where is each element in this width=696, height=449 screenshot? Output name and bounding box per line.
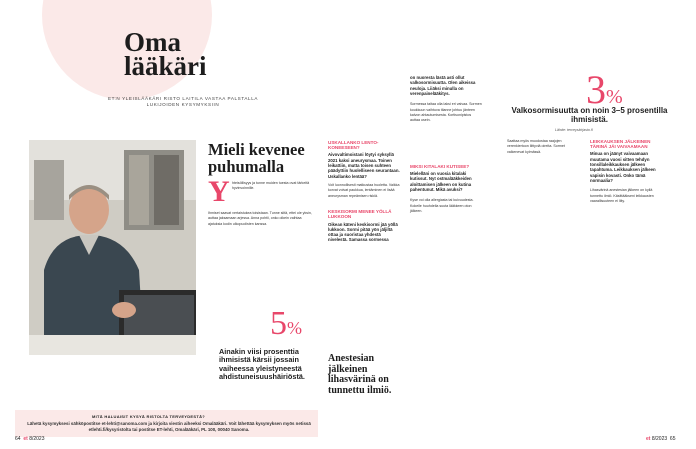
question-band-text: Lähetä kysymyksesi sähköpostitse et-lehti@sanoma.com ja kirjoita viestin aiheeksi Omalääkäri. Voit lähettää kysymyksen myös netissä etlehti.fi/kysyristolta tai postitse ET-lehti, Omalääkäri, PL 100, 00040 Sanoma. xyxy=(27,421,311,432)
column-4-text: Saattaa myös muodostaa raajojen verenkiertoon liittyviä oireita. Sormet valkenevat kylmässä. xyxy=(507,139,565,154)
question-text: on nuoresta lästä asti ollut valkosormisuutta. Olen aikeissa neuloja. Liiäksi minulla on verenpainelääkitys. xyxy=(410,75,476,96)
section-heading: LEIKKAUKSEN JÄLKEINEN TÄRINÄ JÄI VAIVAAMAAN xyxy=(590,139,651,150)
section-heading: MIKSI KITALAKI KUTISEE? xyxy=(410,163,470,169)
answer-text: Sormessa taitaa olla laksi eri vaivaa. Sormen koukkuun vaihtuva tilanne johtuu jänteen kalvon ahtautumisesta. Kortisonipistos auttaa usein. xyxy=(410,102,482,123)
answer-text: Lihasvärinä anestesian jälkeen on kyllä tunnettu ilmiö. Käsittääkseni leikkausten vaarallisuuteen ei liity. xyxy=(590,188,654,203)
stat-5-percent: 5% xyxy=(270,305,302,342)
footer-left: 64 et 8/2023 xyxy=(15,436,45,442)
stat-3-percent: 3% xyxy=(586,67,623,112)
doctor-photo xyxy=(29,140,196,355)
stat-3-text: Valkosormisuutta on noin 3–5 prosentilla ihmisistä. xyxy=(511,106,668,124)
question-text: Oikean käteni keskisormi jää yöllä lukkoon. Sormi pitää yön jäljiltä ottaa ja suoristaa yhdestä nivelestä. Samassa sormessa xyxy=(328,221,398,243)
body-text: Ihmiset saavat vertaistukea toisistaan. Tunne siitä, ettei ole yksin, auttaa jaksamaan arjessa. Anna pohtii, onko oikein vaihtaa ajatuksia kodin ulkopuolisten kanssa. xyxy=(208,211,312,226)
page-title: Oma lääkäri xyxy=(124,27,207,81)
column-3 xyxy=(410,75,482,214)
headline: Mieli kevenee puhumalla xyxy=(208,140,305,176)
footer-right: et 8/2023 65 xyxy=(646,436,676,442)
section-heading: KESKISORMI MENEE YÖLLÄ LUKKOON xyxy=(328,209,392,220)
answer-text: Voit luonnollisesti matkustaa huoletta. Vaikka korvat voivat paukkua, lentäminen ei lisää aneurysman repeämisen riskiä. xyxy=(328,182,400,198)
section-heading: USKALLANKO LENTO-KONEESEEN? xyxy=(328,140,379,151)
question-text: Mielelläni on vuosia kitalaki kutissut. Nyt ostmalääkkeiden aloittamisen jälkeen on kutina pahentunut. Mikä avuksi? xyxy=(410,171,472,192)
pull-quote: Anestesian jälkeinen lihasvärinä on tunnettu ilmiö. xyxy=(328,353,392,396)
byline: ET:N YLEISLÄÄKÄRI RISTO LAITILA VASTAA PALSTALLA LUKIJOIDEN KYSYMYKSIIN xyxy=(107,96,259,107)
column-2 xyxy=(328,140,400,243)
answer-text: Kyse voi olla allergiasta tai kuivuudesta. Kokeile huuhdella suuta lääkkeen oton jälkeen. xyxy=(410,198,474,214)
question-text: Aivovaltimoistani löytyi syksyllä 2021 kaksi aneurysmaa. Toinen leikattiin, mutta toisen suhteen päädyttiin huolelliseen seurantaan. Uskallanko lentää? xyxy=(328,152,400,179)
intro-text: hteisöllisyys ja tunne muiden tuesta ovat tärkeitä hyvinvoinnille. xyxy=(232,181,310,191)
column-4 xyxy=(590,139,666,204)
question-text: Minua on jäänyt vaivaamaan muutama vuosi sitten tehdyn tonsillaleikkauksen jälkeen tapahtuma. Leikkauksen jälkeen vapisin kovasti. Onko tämä normaalia? xyxy=(590,151,656,183)
drop-cap: Y xyxy=(208,175,230,208)
stat-5-text: Ainakin viisi prosenttia ihmisistä kärsii jossain vaiheessa yleistyneestä ahdistuneisuushäiriöstä. xyxy=(219,347,305,381)
question-band-heading: MITÄ HALUAISIT KYSYÄ RISTOLTA TERVEYDESTÄ? xyxy=(92,414,206,419)
stat-source: Lähde: terveyskirjasto.fi xyxy=(555,128,593,132)
